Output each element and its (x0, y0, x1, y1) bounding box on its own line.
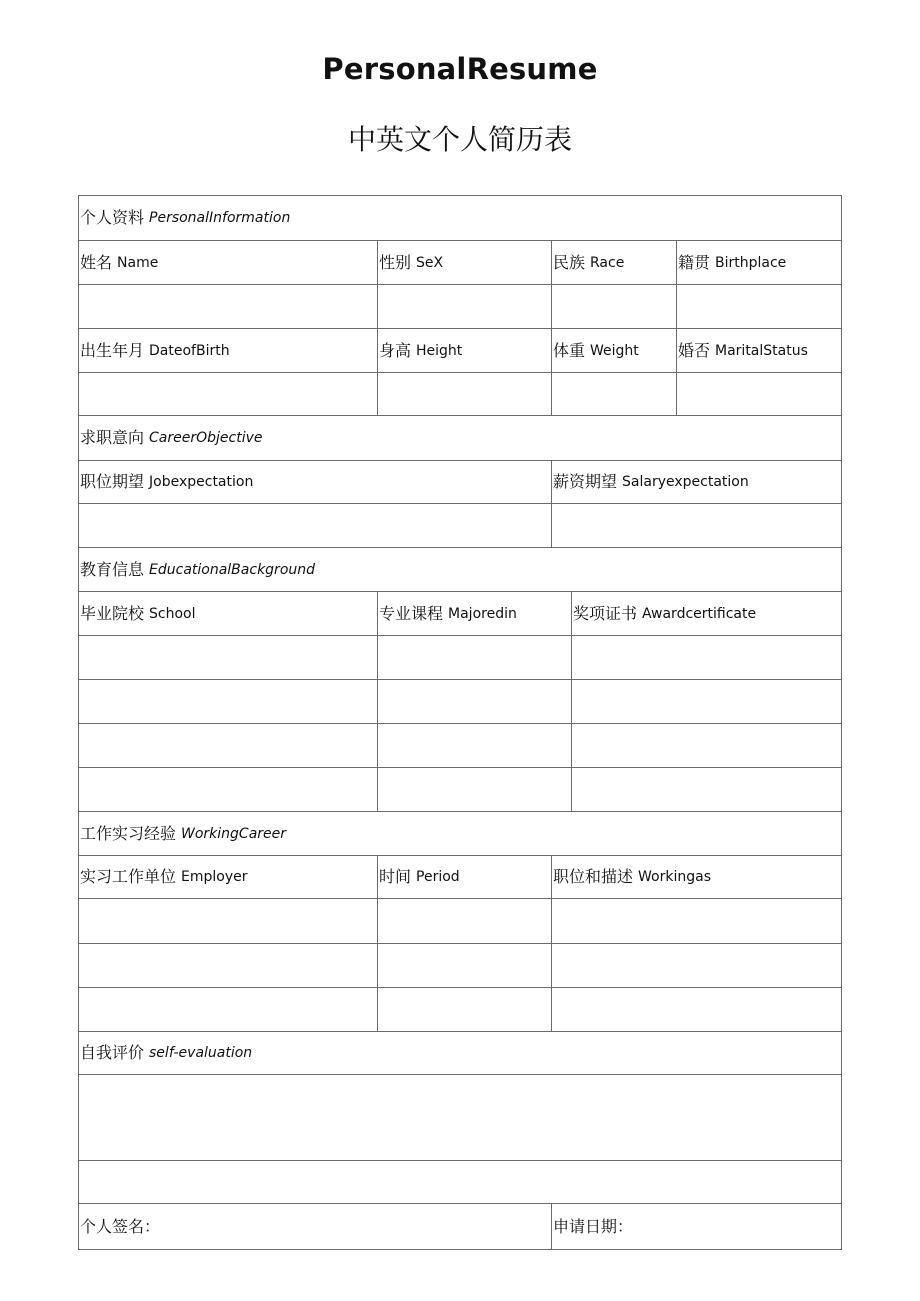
section-self-eval-zh: 自我评价 (80, 1043, 145, 1062)
marital-label-en: MaritalStatus (715, 342, 808, 359)
salary-expectation-field[interactable] (552, 504, 840, 547)
section-personal-info (78, 196, 838, 240)
height-label-en: Height (416, 342, 463, 359)
salary-expectation-zh: 薪资期望 (553, 472, 618, 491)
major-label (377, 592, 570, 635)
major-label-zh: 专业课程 (379, 603, 444, 623)
height-field[interactable] (378, 373, 550, 415)
major-label-en: Majoredin (448, 605, 517, 622)
signature-label (78, 1204, 550, 1249)
school-label (78, 592, 376, 635)
dob-field[interactable] (79, 373, 376, 415)
weight-label-en: Weight (590, 342, 639, 359)
birthplace-label (676, 241, 840, 284)
marital-field[interactable] (677, 373, 840, 415)
school-label-zh: 毕业院校 (80, 603, 145, 623)
weight-label-zh: 体重 (553, 340, 586, 360)
section-personal-info-zh: 个人资料 (80, 208, 145, 227)
job-expectation-en: Jobexpectation (149, 474, 254, 490)
employer-label-zh: 实习工作单位 (80, 867, 177, 886)
section-career-objective (78, 416, 838, 460)
section-work-en: WorkingCareer (181, 825, 287, 842)
education-row-1[interactable] (79, 636, 840, 679)
section-career-zh: 求职意向 (80, 428, 145, 447)
race-label-en: Race (590, 254, 625, 271)
race-label (551, 241, 675, 284)
working-as-zh: 职位和描述 (553, 867, 634, 886)
resume-title: PersonalResume (322, 52, 598, 86)
dob-label-zh: 出生年月 (80, 340, 145, 360)
section-self-eval-en: self-evaluation (149, 1045, 253, 1061)
name-label-en: Name (117, 254, 159, 271)
award-label (571, 592, 840, 635)
dob-label-en: DateofBirth (149, 342, 230, 359)
section-working-career (78, 812, 838, 855)
working-as-label (551, 856, 840, 898)
section-personal-info-en: PersonalInformation (149, 210, 291, 226)
birthplace-field[interactable] (677, 285, 840, 328)
work-row-3[interactable] (79, 988, 840, 1031)
sex-label-en: SeX (416, 254, 444, 271)
self-evaluation-field-2[interactable] (79, 1161, 840, 1203)
school-label-en: School (149, 605, 196, 622)
name-field[interactable] (79, 285, 376, 328)
job-expectation-zh: 职位期望 (80, 472, 145, 491)
section-work-zh: 工作实习经验 (80, 823, 177, 843)
award-label-en: Awardcertificate (642, 605, 757, 622)
signature-text: 个人签名： (80, 1216, 161, 1236)
job-expectation-label (78, 461, 550, 503)
sex-label (377, 241, 550, 284)
table-border-right (841, 195, 842, 1250)
education-row-4[interactable] (79, 768, 840, 811)
weight-label (551, 329, 675, 372)
period-label-en: Period (416, 869, 460, 885)
height-label (377, 329, 550, 372)
name-label-zh: 姓名 (80, 252, 113, 272)
application-date-label (551, 1204, 840, 1249)
section-education (78, 548, 838, 591)
salary-expectation-label (551, 461, 840, 503)
education-row-2[interactable] (79, 680, 840, 723)
marital-label (676, 329, 840, 372)
dob-label (78, 329, 376, 372)
marital-label-zh: 婚否 (678, 340, 711, 360)
sex-field[interactable] (378, 285, 550, 328)
birthplace-label-zh: 籍贯 (678, 252, 711, 272)
height-label-zh: 身高 (379, 340, 412, 360)
sex-label-zh: 性别 (379, 252, 412, 272)
salary-expectation-en: Salaryexpectation (622, 474, 749, 490)
employer-label-en: Employer (181, 869, 248, 885)
section-education-zh: 教育信息 (80, 559, 145, 579)
working-as-en: Workingas (638, 869, 711, 885)
resume-subtitle: 中英文个人简历表 (347, 123, 572, 156)
work-row-2[interactable] (79, 944, 840, 987)
birthplace-label-en: Birthplace (715, 254, 787, 271)
award-label-zh: 奖项证书 (573, 603, 638, 623)
period-label (377, 856, 550, 898)
race-label-zh: 民族 (553, 252, 586, 272)
work-row-1[interactable] (79, 899, 840, 943)
application-date-text: 申请日期： (553, 1216, 634, 1236)
section-self-evaluation (78, 1032, 838, 1074)
job-expectation-field[interactable] (79, 504, 550, 547)
employer-label (78, 856, 376, 898)
name-label (78, 241, 376, 284)
education-row-3[interactable] (79, 724, 840, 767)
race-field[interactable] (552, 285, 675, 328)
period-label-zh: 时间 (379, 867, 412, 886)
self-evaluation-field[interactable] (79, 1075, 840, 1160)
section-career-en: CareerObjective (149, 430, 263, 446)
table-border-bottom (78, 1249, 842, 1250)
weight-field[interactable] (552, 373, 675, 415)
section-education-en: EducationalBackground (149, 561, 316, 578)
